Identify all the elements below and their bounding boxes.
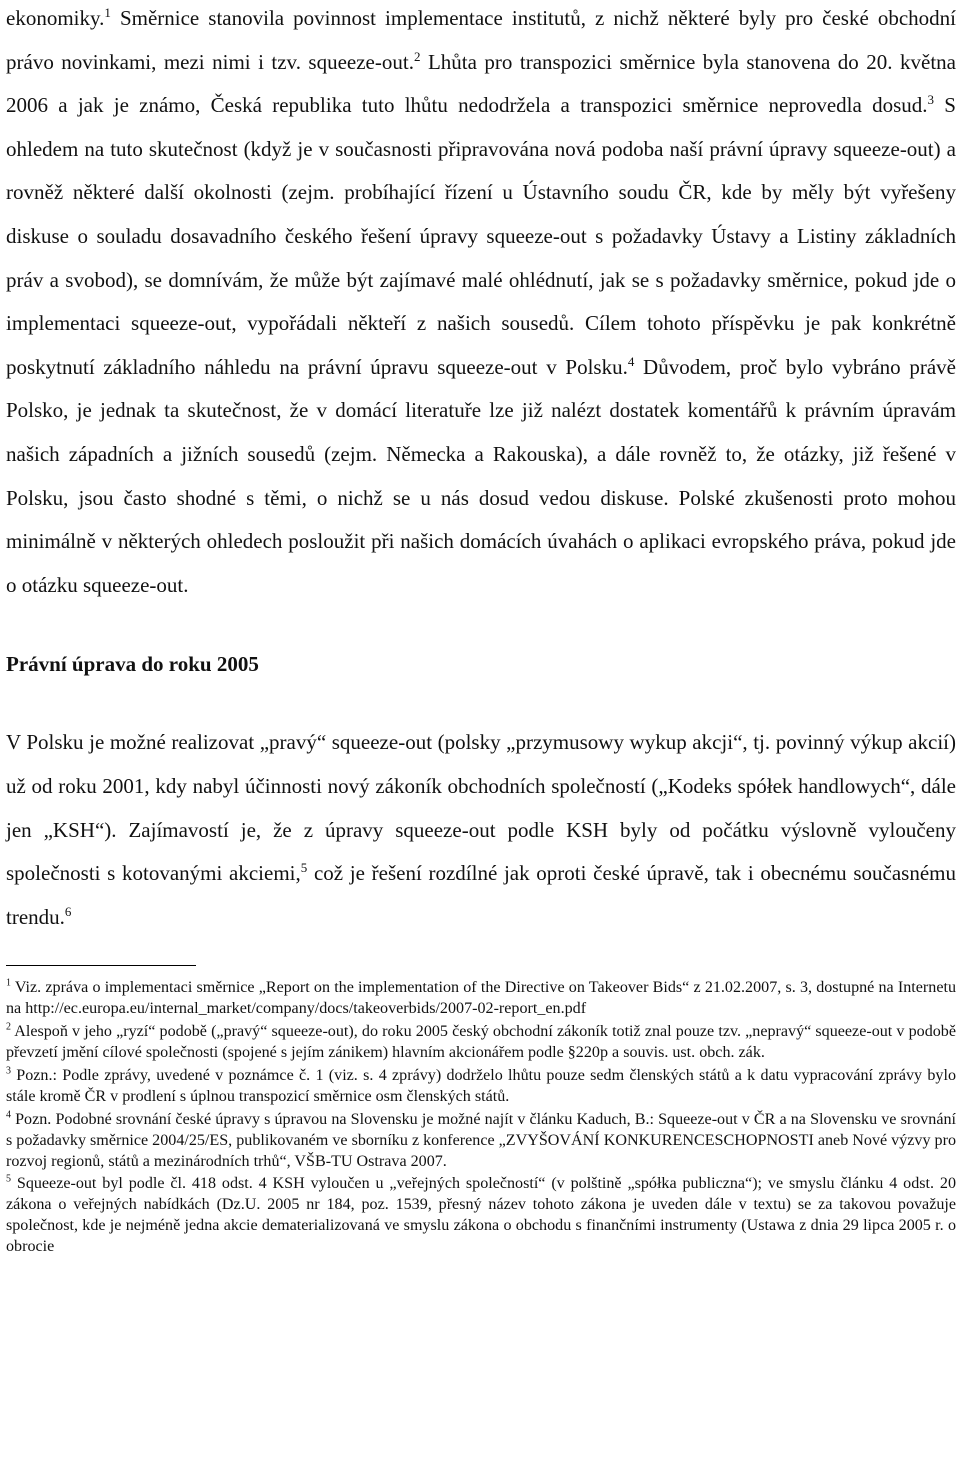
text-run: což je řešení rozdílné jak oproti české úpravě, tak i obecnému současnému trendu. — [6, 861, 957, 929]
footnote — [6, 1174, 956, 1258]
body-paragraph — [6, 721, 956, 939]
footnote-ref[interactable]: 6 — [64, 903, 72, 919]
footnote-number: 2 — [6, 1021, 11, 1033]
footnote-text: Pozn. Podobné srovnání české úpravy s úpravou na Slovensku je možné najít v článku Kaduch, B.: Squeeze-out v ČR a na Slovensku ve srovnání s požadavky směrnice 2004/25/ES, publikovaném ve sborníku z konference „ZVYŠOVÁNÍ KONKURENCESCHOPNOSTI aneb Nové výzvy pro rozvoj regionů, států a mezinárodních trhů“, VŠB-TU Ostrava 2007. — [6, 1110, 956, 1170]
footnote-ref[interactable]: 2 — [413, 48, 421, 64]
footnote-text: Viz. zpráva o implementaci směrnice „Report on the implementation of the Directive on Takeover Bids“ z 21.02.2007, s. 3, dostupné na Internetu na http://ec.europa.eu/internal_market/company/docs/takeoverbids/2007-02-report_en.pdf — [6, 979, 956, 1018]
footnote-ref[interactable]: 4 — [627, 353, 635, 369]
footnote-text: Pozn.: Podle zprávy, uvedené v poznámce č. 1 (viz. s. 4 zprávy) dodrželo lhůtu pouze sedm členských států a k datu vypracování zprávy bylo stále kromě ČR v prodlení s úplnou transpozicí směrnice osm členských států. — [6, 1066, 956, 1105]
footnote — [6, 1022, 956, 1064]
footnote — [6, 1066, 956, 1108]
footnote-ref[interactable]: 3 — [927, 92, 935, 108]
footnote-text: Alespoň v jeho „ryzí“ podobě („pravý“ squeeze-out), do roku 2005 český obchodní zákoník totiž znal pouze tzv. „nepravý“ squeeze-out v podobě převzetí jmění cílové společnosti (spojené s jejím zánikem) hlavním akcionářem podle §220p a souvis. ust. obch. zák. — [6, 1023, 956, 1061]
footnote — [6, 978, 956, 1020]
footnote-text: Squeeze-out byl podle čl. 418 odst. 4 KSH vyloučen u „veřejných společností“ (v polštině „spółka publiczna“); ve smyslu článku 4 odst. 20 zákona o veřejných nabídkách (Dz.U. 2005 nr 184, poz. 1539, přesný název tohoto zákona je uveden dále v textu) se za takovou považuje společnost, kde je nejméně jedna akcie dematerializovaná ve smyslu zákona o obchodu s finančními instrumenty (Ustawa z dnia 29 lipca 2005 r. o obrocie — [6, 1175, 956, 1256]
footnote-number: 1 — [6, 977, 11, 989]
body-paragraph — [6, 0, 956, 607]
footnote-number: 5 — [6, 1174, 11, 1186]
text-run: Směrnice stanovila povinnost implementace institutů, z nichž některé byly pro české obchodní právo novinkami, mezi nimi i tzv. squeeze-out. — [6, 6, 956, 74]
section-heading: Právní úprava do roku 2005 — [6, 652, 259, 677]
text-run: S ohledem na tuto skutečnost (když je v současnosti připravována nová podoba naší právní úpravy squeeze-out) a rovněž některé další okolnosti (zejm. probíhající řízení u Ústavního soudu ČR, kde by měly být vyřešeny diskuse o souladu dosavadního českého řešení úpravy squeeze-out s požadavky Ústavy a Listiny základních práv a svobod), se domnívám, že může být zajímavé malé ohlédnutí, jak se s požadavky směrnice, pokud jde o implementaci squeeze-out, vypořádali někteří z našich sousedů. Cílem tohoto příspěvku je pak konkrétně poskytnutí základního náhledu na právní úpravu squeeze-out v Polsku. — [6, 93, 956, 379]
footnote-separator — [6, 965, 196, 966]
document-page — [6, 0, 956, 1260]
text-run: V Polsku je možné realizovat „pravý“ squeeze-out (polsky „przymusowy wykup akcji“, tj. povinný výkup akcií) už od roku 2001, kdy nabyl účinnosti nový zákoník obchodních společností („Kodeks spółek handlowych“, dále jen „KSH“). Zajímavostí je, že z úpravy squeeze-out podle KSH byly od počátku výslovně vyloučeny společnosti s kotovanými akciemi, — [6, 730, 956, 886]
text-run: Lhůta pro transpozici směrnice byla stanovena do 20. května 2006 a jak je známo, Česká republika tuto lhůtu nedodržela a transpozici směrnice neprovedla dosud. — [6, 49, 956, 118]
footnote — [6, 1110, 956, 1173]
text-run: Důvodem, proč bylo vybráno právě Polsko, je jednak ta skutečnost, že v domácí literatuře lze již nalézt dostatek komentářů k právním úpravám našich západních a jižních sousedů (zejm. Německa a Rakouska), a dále rovněž to, že otázky, již řešené v Polsku, jsou často shodné s těmi, o nichž se u nás dosud vedou diskuse. Polské zkušenosti proto mohou minimálně v některých ohledech posloužit při našich domácích úvahách o aplikaci evropského práva, pokud jde o otázku squeeze-out. — [6, 354, 956, 597]
footnotes — [6, 978, 956, 1258]
footnote-number: 3 — [6, 1065, 11, 1077]
text-run: ekonomiky. — [6, 6, 105, 30]
footnote-ref[interactable]: 5 — [300, 860, 308, 876]
footnote-ref[interactable]: 1 — [104, 5, 111, 20]
footnote-number: 4 — [6, 1109, 11, 1121]
